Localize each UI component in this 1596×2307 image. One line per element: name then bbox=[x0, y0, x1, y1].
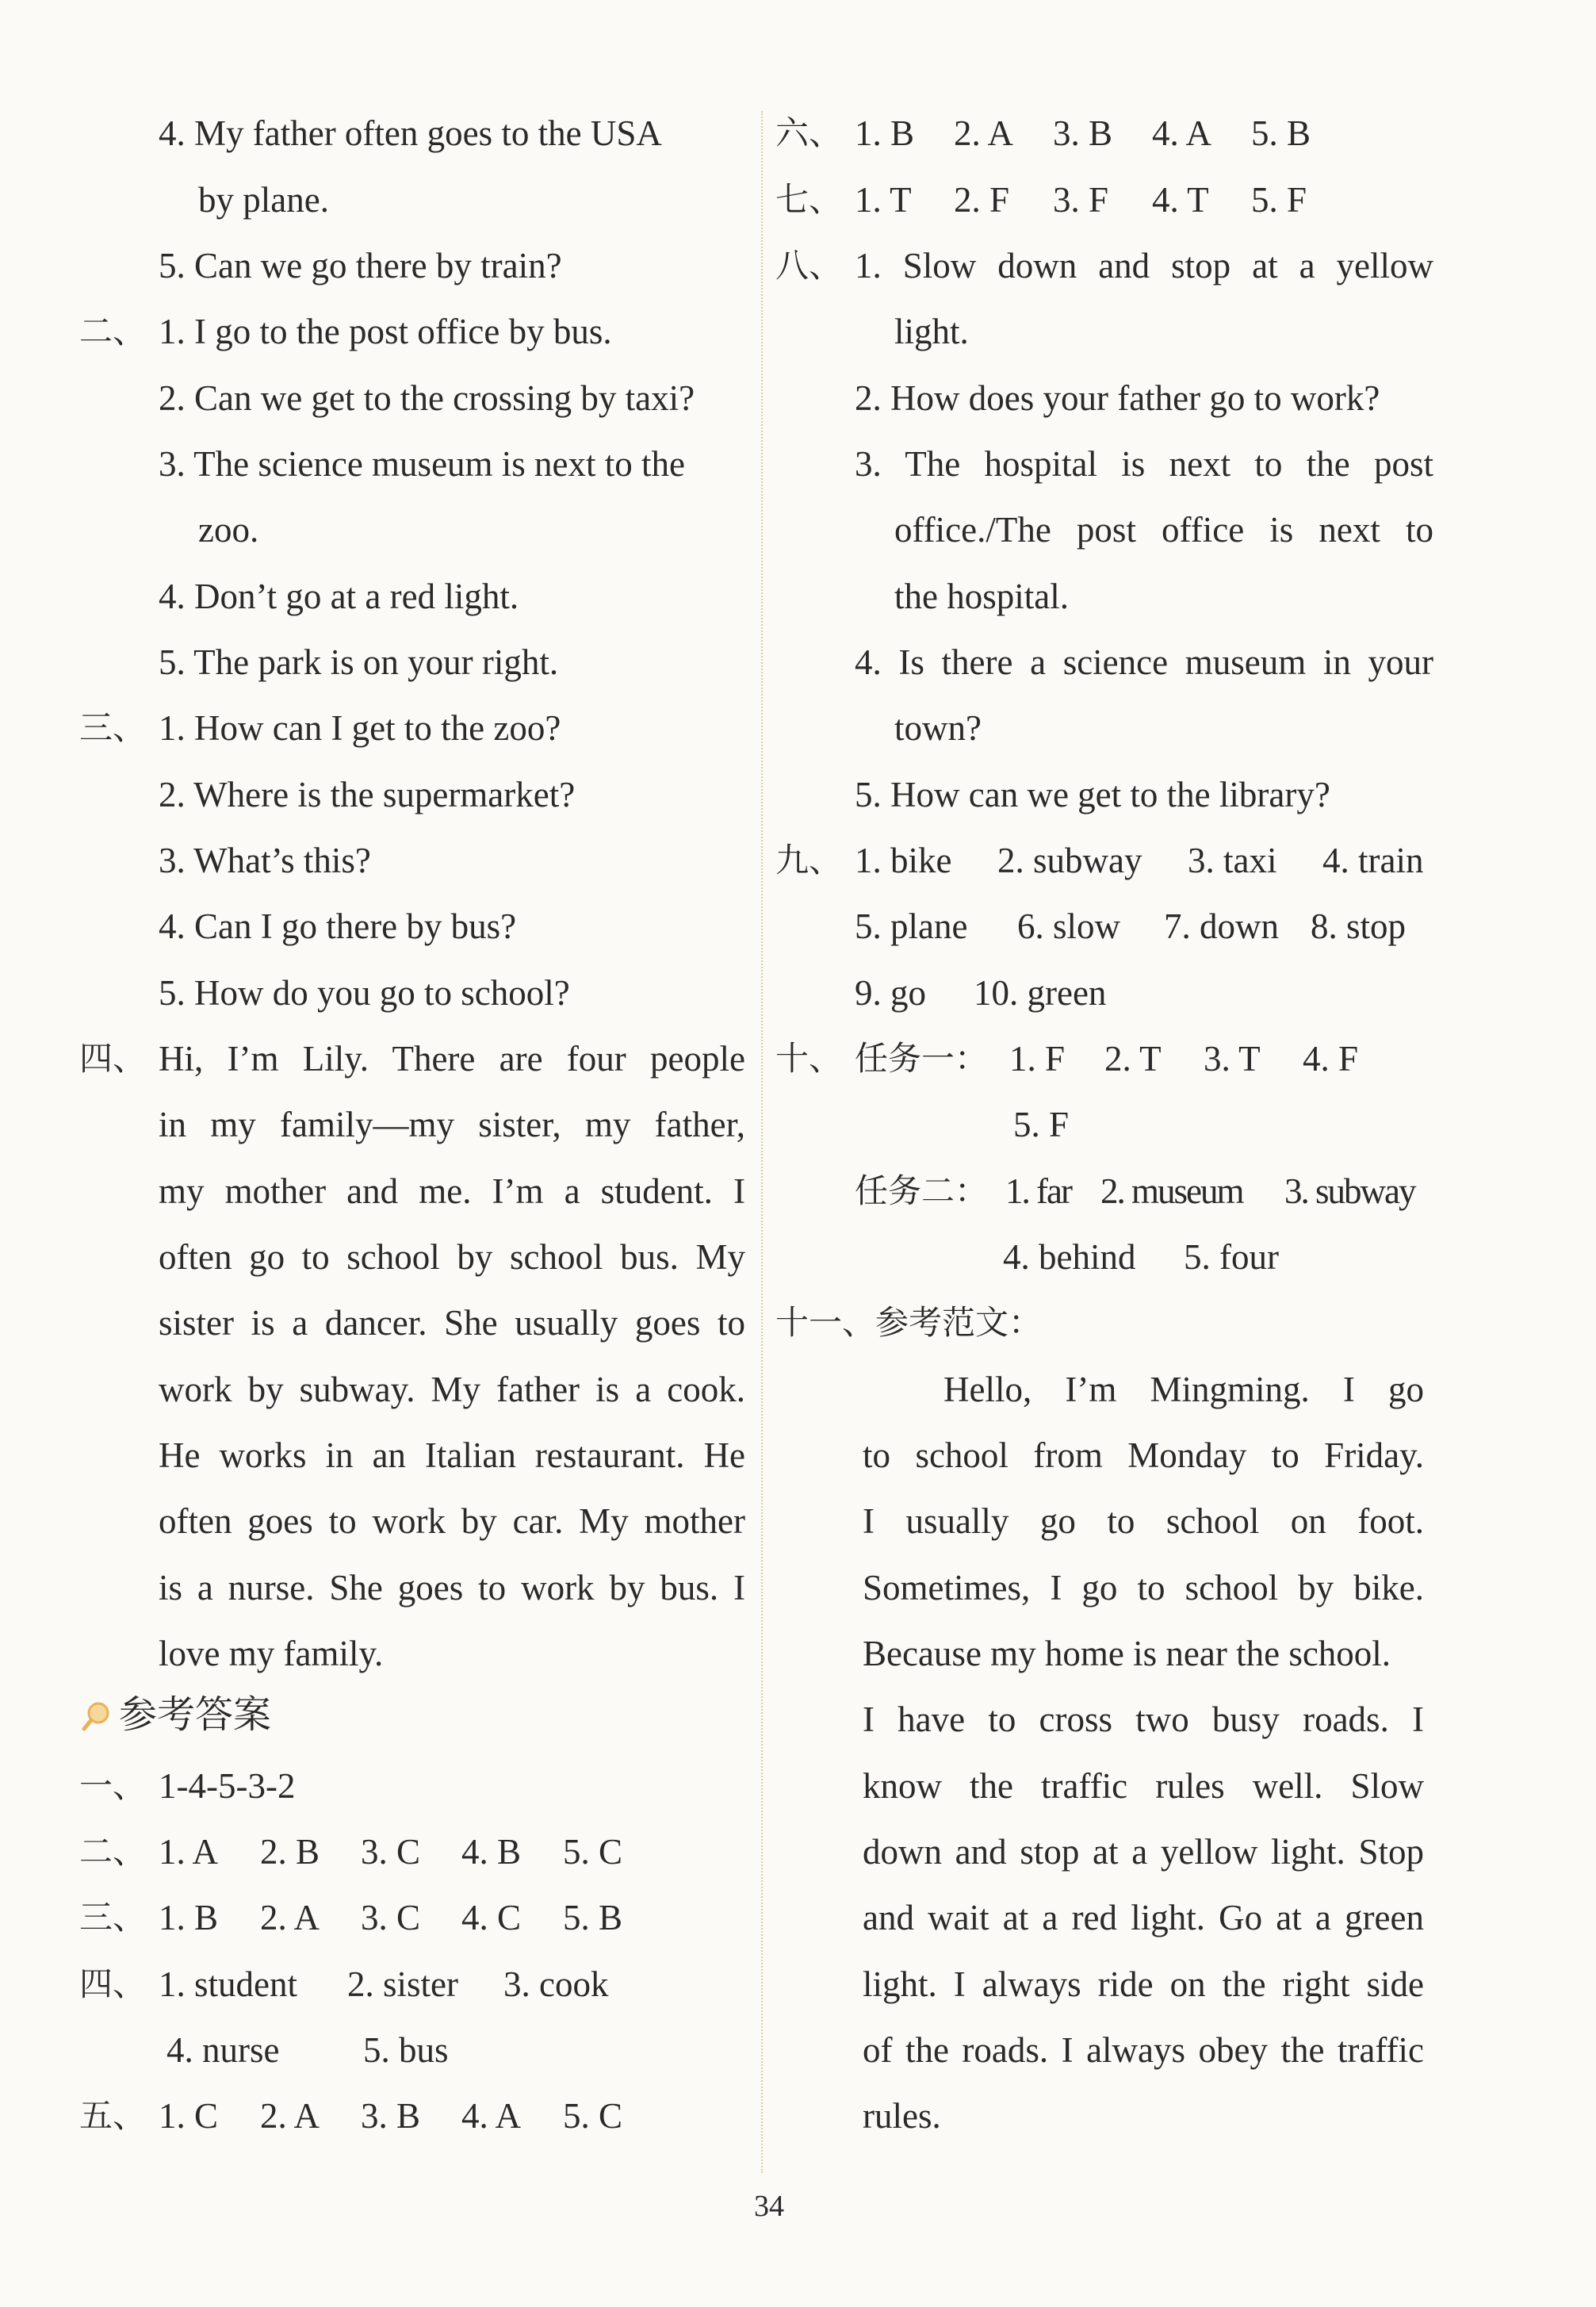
text-line: often goes to work by car. My mother bbox=[159, 1501, 745, 1541]
text-line: is a nurse. She goes to work by bus. I bbox=[159, 1568, 745, 1608]
answer-item: 5. C bbox=[563, 1832, 623, 1872]
essay-line: Hello, I’m Mingming. I go bbox=[943, 1370, 1424, 1409]
text-line: 1. Slow down and stop at a yellow bbox=[855, 246, 1433, 286]
answer-item: 3. C bbox=[361, 1898, 421, 1937]
answer-item: 3. F bbox=[1053, 180, 1109, 220]
section-label: 二、 bbox=[79, 1832, 147, 1871]
answer-item: 3. C bbox=[361, 1832, 421, 1872]
text-line: 5. How do you go to school? bbox=[159, 973, 570, 1013]
answer-item: 5. four bbox=[1184, 1237, 1279, 1277]
text-line: work by subway. My father is a cook. bbox=[159, 1370, 745, 1409]
answer-item: 5. C bbox=[563, 2096, 623, 2136]
answer-item: 2. A bbox=[260, 2096, 320, 2136]
essay-line: Because my home is near the school. bbox=[863, 1634, 1391, 1673]
section-label: 六、 bbox=[775, 113, 843, 152]
answer-item: 8. stop bbox=[1311, 906, 1407, 946]
answer-title-text: 参考答案 bbox=[119, 1692, 272, 1737]
answer-item: 1. C bbox=[159, 2096, 219, 2136]
answer-section-title bbox=[79, 1691, 271, 1739]
essay-line: light. I always ride on the right side bbox=[863, 1964, 1424, 2004]
answer-item: 4. A bbox=[1152, 113, 1212, 153]
answer-item: 4. T bbox=[1152, 180, 1209, 220]
section-label: 七、 bbox=[775, 180, 843, 219]
answer-item: 9. go bbox=[855, 973, 926, 1013]
text-line: 4. Is there a science museum in your bbox=[855, 642, 1433, 682]
text-line: love my family. bbox=[159, 1634, 384, 1673]
essay-line: Sometimes, I go to school by bike. bbox=[863, 1568, 1424, 1608]
page-number: 34 bbox=[754, 2190, 784, 2223]
answer-item: 2. T bbox=[1104, 1039, 1162, 1079]
essay-line: to school from Monday to Friday. bbox=[863, 1435, 1424, 1475]
text-line: 5. The park is on your right. bbox=[159, 642, 559, 682]
text-line: 2. Can we get to the crossing by taxi? bbox=[159, 378, 695, 418]
text-line: sister is a dancer. She usually goes to bbox=[159, 1303, 745, 1343]
answer-item: 3. subway bbox=[1284, 1171, 1415, 1211]
answer-item: 5. plane bbox=[855, 906, 968, 946]
answer-item: 4. B bbox=[461, 1832, 522, 1872]
text-line: 1-4-5-3-2 bbox=[159, 1766, 296, 1806]
text-line: my mother and me. I’m a student. I bbox=[159, 1171, 745, 1211]
section-label: 五、 bbox=[79, 2096, 147, 2135]
answer-item: 10. green bbox=[974, 973, 1107, 1013]
answer-item: 3. taxi bbox=[1188, 841, 1277, 880]
text-line: light. bbox=[894, 312, 969, 351]
answer-item: 2. F bbox=[954, 180, 1010, 220]
text-line: 4. My father often goes to the USA bbox=[159, 113, 662, 153]
answer-item: 5. F bbox=[1251, 180, 1307, 220]
answer-item: 4. C bbox=[461, 1898, 522, 1937]
answer-item: 5. B bbox=[563, 1898, 623, 1937]
section-label: 三、 bbox=[79, 1898, 147, 1937]
text-line: the hospital. bbox=[894, 577, 1069, 616]
answer-item: 4. F bbox=[1303, 1039, 1359, 1079]
text-line: by plane. bbox=[198, 180, 329, 220]
text-line: 4. Can I go there by bus? bbox=[159, 906, 517, 946]
task-label: 任务一： bbox=[855, 1039, 989, 1078]
answer-item: 2. sister bbox=[347, 1964, 458, 2004]
answer-item: 2. B bbox=[260, 1832, 320, 1872]
answer-item: 4. train bbox=[1322, 841, 1424, 880]
section-label: 九、 bbox=[775, 841, 843, 879]
answer-item: 5. B bbox=[1251, 113, 1311, 153]
answer-item: 1. T bbox=[855, 180, 912, 220]
answer-item: 4. nurse bbox=[166, 2030, 280, 2070]
essay-line: and wait at a red light. Go at a green bbox=[863, 1898, 1424, 1937]
text-line: 3. The science museum is next to the bbox=[159, 444, 686, 484]
task-label: 任务二： bbox=[855, 1171, 989, 1210]
text-line: in my family—my sister, my father, bbox=[159, 1105, 745, 1144]
text-line: 2. How does your father go to work? bbox=[855, 378, 1380, 418]
answer-item: 5. F bbox=[1013, 1105, 1070, 1144]
essay-line: know the traffic rules well. Slow bbox=[863, 1766, 1424, 1806]
answer-item: 5. bus bbox=[363, 2030, 449, 2070]
text-line: 5. How can we get to the library? bbox=[855, 775, 1330, 814]
section-label: 一、 bbox=[79, 1766, 147, 1805]
answer-item: 3. B bbox=[1053, 113, 1113, 153]
answer-item: 6. slow bbox=[1017, 906, 1121, 946]
answer-item: 3. B bbox=[361, 2096, 421, 2136]
text-line: zoo. bbox=[198, 510, 259, 550]
answer-item: 2. museum bbox=[1100, 1171, 1243, 1211]
text-line: 4. Don’t go at a red light. bbox=[159, 577, 519, 616]
answer-item: 1. B bbox=[159, 1898, 219, 1937]
text-line: office./The post office is next to bbox=[894, 510, 1433, 550]
answer-item: 3. T bbox=[1204, 1039, 1261, 1079]
answer-item: 2. A bbox=[260, 1898, 320, 1937]
essay-line: I have to cross two busy roads. I bbox=[863, 1700, 1424, 1739]
answer-item: 1. far bbox=[1005, 1171, 1071, 1211]
text-line: 3. What’s this? bbox=[159, 841, 371, 880]
answer-item: 1. B bbox=[855, 113, 915, 153]
answer-item: 2. A bbox=[954, 113, 1014, 153]
answer-item: 3. cook bbox=[503, 1964, 609, 2004]
essay-line: rules. bbox=[863, 2096, 941, 2136]
answer-item: 2. subway bbox=[997, 841, 1142, 880]
section-label: 二、 bbox=[79, 312, 147, 351]
answer-item: 1. F bbox=[1009, 1039, 1066, 1079]
answer-item: 1. A bbox=[159, 1832, 219, 1872]
text-line: often go to school by school bus. My bbox=[159, 1237, 745, 1277]
column-divider bbox=[761, 111, 763, 2173]
section-label: 十一、参考范文： bbox=[775, 1303, 1043, 1342]
text-line: He works in an Italian restaurant. He bbox=[159, 1435, 745, 1475]
section-label: 四、 bbox=[79, 1964, 147, 2003]
magnifier-icon bbox=[79, 1697, 114, 1732]
section-label: 八、 bbox=[775, 246, 843, 285]
essay-line: of the roads. I always obey the traffic bbox=[863, 2030, 1424, 2070]
answer-item: 4. A bbox=[461, 2096, 522, 2136]
answer-item: 7. down bbox=[1164, 906, 1279, 946]
text-line: 5. Can we go there by train? bbox=[159, 246, 562, 286]
text-line: 3. The hospital is next to the post bbox=[855, 444, 1433, 484]
text-line: 1. I go to the post office by bus. bbox=[159, 312, 612, 351]
answer-item: 1. bike bbox=[855, 841, 952, 880]
answer-item: 1. student bbox=[159, 1964, 297, 2004]
essay-line: I usually go to school on foot. bbox=[863, 1501, 1424, 1541]
essay-line: down and stop at a yellow light. Stop bbox=[863, 1832, 1424, 1872]
text-line: Hi, I’m Lily. There are four people bbox=[159, 1039, 745, 1079]
text-line: town? bbox=[894, 708, 982, 748]
text-line: 2. Where is the supermarket? bbox=[159, 775, 576, 814]
section-label: 三、 bbox=[79, 708, 147, 747]
section-label: 四、 bbox=[79, 1039, 147, 1078]
answer-item: 4. behind bbox=[1003, 1237, 1136, 1277]
text-line: 1. How can I get to the zoo? bbox=[159, 708, 561, 748]
section-label: 十、 bbox=[775, 1039, 843, 1078]
